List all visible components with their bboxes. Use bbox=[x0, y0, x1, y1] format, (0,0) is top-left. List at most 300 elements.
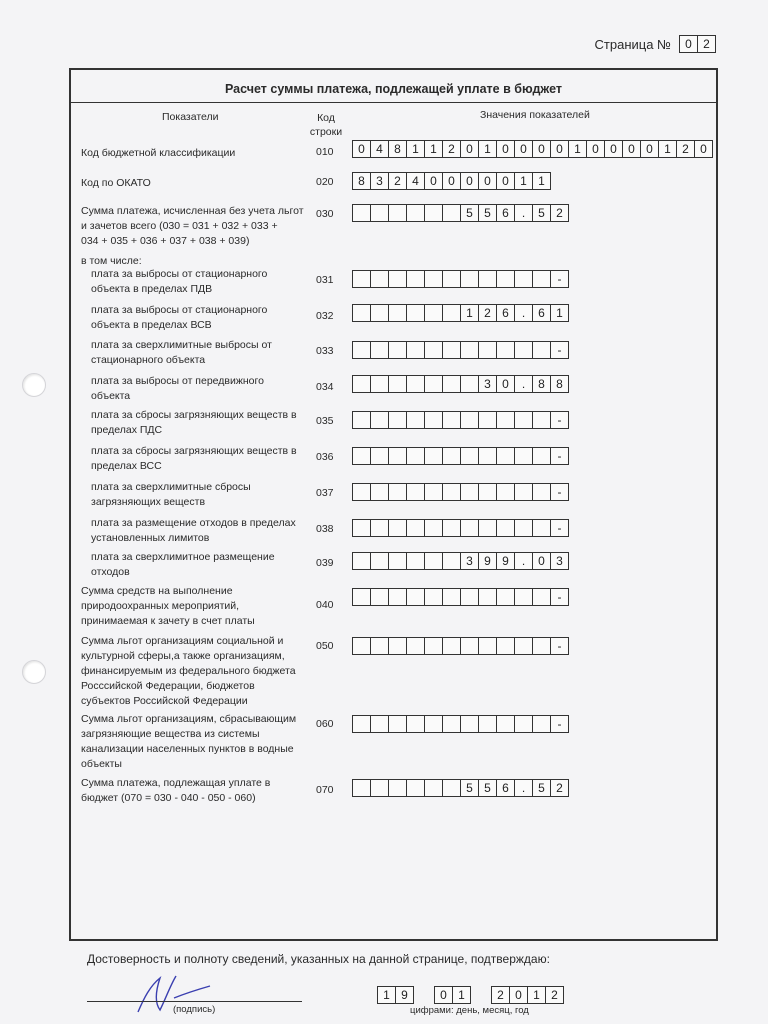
value-cell: 0 bbox=[460, 140, 479, 158]
value-cell bbox=[370, 204, 389, 222]
value-cell: 1 bbox=[406, 140, 425, 158]
value-cell: 2 bbox=[442, 140, 461, 158]
row-code: 030 bbox=[316, 208, 334, 220]
row-label-line: Код по ОКАТО bbox=[81, 177, 151, 189]
row-label-line: пределах ВСС bbox=[91, 460, 162, 472]
value-cell bbox=[370, 588, 389, 606]
value-cell bbox=[388, 447, 407, 465]
row-label-line: плата за сбросы загрязняющих веществ в bbox=[91, 409, 297, 421]
value-cell bbox=[406, 519, 425, 537]
value-cell: . bbox=[514, 375, 533, 393]
value-cell bbox=[370, 411, 389, 429]
value-cell: . bbox=[514, 304, 533, 322]
value-cell bbox=[370, 552, 389, 570]
page-number-label: Страница № bbox=[594, 36, 671, 52]
value-cell bbox=[406, 779, 425, 797]
column-header-values: Значения показателей bbox=[480, 109, 590, 121]
row-code: 039 bbox=[316, 557, 334, 569]
row-label bbox=[81, 584, 255, 629]
value-cell bbox=[424, 779, 443, 797]
value-cell bbox=[460, 411, 479, 429]
value-cell: 2 bbox=[478, 304, 497, 322]
value-cell: . bbox=[514, 552, 533, 570]
value-cell bbox=[532, 715, 551, 733]
date-cells bbox=[377, 986, 564, 1004]
value-cell bbox=[388, 637, 407, 655]
value-cell bbox=[478, 341, 497, 359]
row-label-line: плата за выбросы от стационарного bbox=[91, 268, 268, 280]
value-cell bbox=[370, 519, 389, 537]
row-label-line: бюджет (070 = 030 - 040 - 050 - 060) bbox=[81, 792, 256, 804]
row-value-cells bbox=[352, 304, 569, 322]
value-cell: 3 bbox=[370, 172, 389, 190]
row-label bbox=[81, 204, 304, 249]
value-cell: 0 bbox=[478, 172, 497, 190]
row-value-cells bbox=[352, 341, 569, 359]
value-cell bbox=[514, 447, 533, 465]
value-cell bbox=[514, 270, 533, 288]
binder-hole-bottom bbox=[22, 660, 46, 684]
value-cell bbox=[406, 204, 425, 222]
value-cell: 6 bbox=[532, 304, 551, 322]
value-cell: 0 bbox=[694, 140, 713, 158]
value-cell: 0 bbox=[604, 140, 623, 158]
value-cell: 1 bbox=[478, 140, 497, 158]
value-cell bbox=[388, 270, 407, 288]
row-value-cells bbox=[352, 637, 569, 655]
value-cell bbox=[496, 588, 515, 606]
row-value-cells bbox=[352, 204, 569, 222]
value-cell bbox=[424, 483, 443, 501]
value-cell: - bbox=[550, 447, 569, 465]
row-value-cells bbox=[352, 140, 713, 158]
row-label-line: стационарного объекта bbox=[91, 354, 206, 366]
row-code: 010 bbox=[316, 146, 334, 158]
value-cell bbox=[388, 715, 407, 733]
value-cell bbox=[478, 483, 497, 501]
value-cell bbox=[478, 411, 497, 429]
value-cell bbox=[442, 715, 461, 733]
row-label-line: отходов bbox=[91, 566, 130, 578]
value-cell: 0 bbox=[532, 140, 551, 158]
row-code: 070 bbox=[316, 784, 334, 796]
value-cell bbox=[478, 715, 497, 733]
value-cell bbox=[442, 204, 461, 222]
row-value-cells bbox=[352, 779, 569, 797]
page-number-digit: 2 bbox=[697, 35, 716, 53]
value-cell: - bbox=[550, 270, 569, 288]
value-cell bbox=[406, 411, 425, 429]
row-value-cells bbox=[352, 715, 569, 733]
value-cell bbox=[370, 779, 389, 797]
value-cell: - bbox=[550, 588, 569, 606]
date-digit: 9 bbox=[395, 986, 414, 1004]
value-cell: 0 bbox=[460, 172, 479, 190]
page-number-digit: 0 bbox=[679, 35, 698, 53]
row-code: 034 bbox=[316, 381, 334, 393]
value-cell bbox=[532, 519, 551, 537]
value-cell: 1 bbox=[658, 140, 677, 158]
row-label-line: и зачетов всего (030 = 031 + 032 + 033 + bbox=[81, 220, 278, 232]
value-cell bbox=[406, 341, 425, 359]
value-cell bbox=[370, 270, 389, 288]
row-value-cells bbox=[352, 552, 569, 570]
value-cell: 1 bbox=[550, 304, 569, 322]
value-cell bbox=[496, 447, 515, 465]
value-cell bbox=[496, 483, 515, 501]
value-cell: - bbox=[550, 637, 569, 655]
value-cell bbox=[406, 552, 425, 570]
value-cell bbox=[352, 588, 371, 606]
value-cell: 0 bbox=[496, 140, 515, 158]
value-cell bbox=[352, 447, 371, 465]
date-label: цифрами: день, месяц, год bbox=[410, 1005, 529, 1016]
row-label-line: канализации населенных пунктов в водные bbox=[81, 743, 294, 755]
row-label bbox=[81, 176, 151, 191]
value-cell bbox=[352, 552, 371, 570]
value-cell bbox=[442, 270, 461, 288]
value-cell bbox=[460, 637, 479, 655]
date-digit: 1 bbox=[452, 986, 471, 1004]
value-cell bbox=[424, 715, 443, 733]
value-cell: 5 bbox=[478, 204, 497, 222]
row-value-cells bbox=[352, 483, 569, 501]
value-cell bbox=[514, 637, 533, 655]
value-cell bbox=[352, 375, 371, 393]
value-cell: 4 bbox=[370, 140, 389, 158]
value-cell bbox=[514, 715, 533, 733]
row-label-line: объекта bbox=[91, 390, 131, 402]
value-cell bbox=[532, 341, 551, 359]
column-header-code bbox=[306, 111, 346, 139]
value-cell bbox=[496, 715, 515, 733]
row-label bbox=[91, 408, 297, 438]
date-year bbox=[491, 986, 564, 1004]
value-cell bbox=[406, 447, 425, 465]
value-cell bbox=[388, 519, 407, 537]
value-cell bbox=[442, 483, 461, 501]
date-digit: 1 bbox=[377, 986, 396, 1004]
value-cell: 2 bbox=[550, 204, 569, 222]
row-label-line: природоохранных мероприятий, bbox=[81, 600, 240, 612]
row-label bbox=[91, 516, 296, 546]
value-cell bbox=[388, 204, 407, 222]
row-label-line: загрязняющих веществ bbox=[91, 496, 206, 508]
value-cell: 3 bbox=[550, 552, 569, 570]
value-cell bbox=[352, 779, 371, 797]
value-cell bbox=[352, 270, 371, 288]
row-label-line: 034 + 035 + 036 + 037 + 038 + 039) bbox=[81, 235, 250, 247]
row-label-line: Сумма платежа, подлежащая уплате в bbox=[81, 777, 271, 789]
row-code: 060 bbox=[316, 718, 334, 730]
row-label-line: плата за сверхлимитные сбросы bbox=[91, 481, 251, 493]
value-cell: - bbox=[550, 483, 569, 501]
row-code: 040 bbox=[316, 599, 334, 611]
value-cell: 2 bbox=[388, 172, 407, 190]
value-cell bbox=[406, 637, 425, 655]
value-cell bbox=[442, 411, 461, 429]
value-cell bbox=[478, 588, 497, 606]
date-digit: 0 bbox=[509, 986, 528, 1004]
title-divider bbox=[71, 102, 716, 103]
row-value-cells bbox=[352, 588, 569, 606]
row-label-line: плата за выбросы от передвижного bbox=[91, 375, 264, 387]
value-cell bbox=[460, 519, 479, 537]
value-cell bbox=[388, 375, 407, 393]
value-cell bbox=[514, 483, 533, 501]
value-cell bbox=[352, 204, 371, 222]
row-label-line: плата за сверхлимитные выбросы от bbox=[91, 339, 272, 351]
value-cell: 8 bbox=[352, 172, 371, 190]
row-label-line: объекта в пределах ВСВ bbox=[91, 319, 212, 331]
value-cell bbox=[388, 411, 407, 429]
row-code: 038 bbox=[316, 523, 334, 535]
value-cell: 0 bbox=[352, 140, 371, 158]
value-cell bbox=[514, 588, 533, 606]
row-label bbox=[91, 444, 297, 474]
value-cell: 6 bbox=[496, 779, 515, 797]
value-cell: 2 bbox=[550, 779, 569, 797]
value-cell: 0 bbox=[442, 172, 461, 190]
value-cell: 8 bbox=[388, 140, 407, 158]
value-cell: 0 bbox=[586, 140, 605, 158]
row-label bbox=[91, 267, 267, 297]
value-cell: - bbox=[550, 519, 569, 537]
value-cell bbox=[424, 304, 443, 322]
value-cell: 9 bbox=[496, 552, 515, 570]
value-cell bbox=[460, 483, 479, 501]
date-digit: 2 bbox=[491, 986, 510, 1004]
row-value-cells bbox=[352, 411, 569, 429]
value-cell bbox=[442, 588, 461, 606]
value-cell bbox=[442, 447, 461, 465]
value-cell bbox=[514, 411, 533, 429]
value-cell: 0 bbox=[640, 140, 659, 158]
row-code: 037 bbox=[316, 487, 334, 499]
date-digit: 1 bbox=[527, 986, 546, 1004]
row-label bbox=[91, 550, 275, 580]
value-cell bbox=[442, 552, 461, 570]
signature-line bbox=[87, 1001, 302, 1002]
value-cell bbox=[352, 304, 371, 322]
value-cell bbox=[424, 204, 443, 222]
date-month bbox=[434, 986, 471, 1004]
column-header-code-line1: Код bbox=[317, 112, 335, 124]
value-cell bbox=[460, 588, 479, 606]
row-label-line: Код бюджетной классификации bbox=[81, 147, 236, 159]
value-cell bbox=[460, 447, 479, 465]
row-label-line: принимаемая к зачету в счет платы bbox=[81, 615, 255, 627]
value-cell bbox=[478, 637, 497, 655]
row-value-cells bbox=[352, 172, 551, 190]
value-cell: 5 bbox=[460, 779, 479, 797]
value-cell bbox=[514, 341, 533, 359]
value-cell bbox=[406, 483, 425, 501]
value-cell: . bbox=[514, 204, 533, 222]
value-cell: - bbox=[550, 341, 569, 359]
value-cell: 0 bbox=[532, 552, 551, 570]
value-cell: . bbox=[514, 779, 533, 797]
value-cell bbox=[478, 270, 497, 288]
value-cell: 3 bbox=[460, 552, 479, 570]
value-cell bbox=[406, 588, 425, 606]
row-label bbox=[81, 776, 270, 806]
value-cell bbox=[406, 304, 425, 322]
value-cell bbox=[496, 270, 515, 288]
value-cell bbox=[370, 715, 389, 733]
value-cell: 4 bbox=[406, 172, 425, 190]
row-label bbox=[91, 374, 264, 404]
page-number bbox=[595, 35, 716, 53]
value-cell: 6 bbox=[496, 304, 515, 322]
row-label bbox=[91, 480, 251, 510]
row-label bbox=[81, 712, 296, 772]
row-label-line: в том числе: bbox=[81, 255, 142, 267]
row-code: 050 bbox=[316, 640, 334, 652]
value-cell: 5 bbox=[532, 779, 551, 797]
value-cell bbox=[352, 715, 371, 733]
value-cell bbox=[460, 270, 479, 288]
value-cell: 8 bbox=[550, 375, 569, 393]
value-cell: 0 bbox=[514, 140, 533, 158]
value-cell: 2 bbox=[676, 140, 695, 158]
row-label-line: плата за сбросы загрязняющих веществ в bbox=[91, 445, 297, 457]
value-cell: - bbox=[550, 715, 569, 733]
row-code: 032 bbox=[316, 310, 334, 322]
value-cell bbox=[532, 637, 551, 655]
value-cell bbox=[370, 637, 389, 655]
value-cell bbox=[478, 519, 497, 537]
date-day bbox=[377, 986, 414, 1004]
value-cell: 3 bbox=[478, 375, 497, 393]
value-cell: 0 bbox=[550, 140, 569, 158]
value-cell bbox=[424, 519, 443, 537]
value-cell: 8 bbox=[532, 375, 551, 393]
column-header-indicators: Показатели bbox=[162, 111, 219, 123]
value-cell bbox=[388, 304, 407, 322]
value-cell: 9 bbox=[478, 552, 497, 570]
value-cell bbox=[352, 411, 371, 429]
row-label-line: культурной сферы,а также организациям, bbox=[81, 650, 285, 662]
value-cell bbox=[496, 519, 515, 537]
value-cell bbox=[442, 637, 461, 655]
row-code: 036 bbox=[316, 451, 334, 463]
value-cell bbox=[406, 375, 425, 393]
row-label-line: пределах ПДС bbox=[91, 424, 163, 436]
signature-label: (подпись) bbox=[173, 1004, 216, 1015]
row-code: 020 bbox=[316, 176, 334, 188]
row-label-line: объекты bbox=[81, 758, 122, 770]
page-number-cells bbox=[679, 35, 716, 53]
value-cell bbox=[424, 552, 443, 570]
value-cell bbox=[460, 341, 479, 359]
row-label bbox=[81, 634, 296, 709]
row-label-line: плата за выбросы от стационарного bbox=[91, 304, 268, 316]
value-cell bbox=[352, 341, 371, 359]
value-cell bbox=[532, 411, 551, 429]
row-label-line: плата за сверхлимитное размещение bbox=[91, 551, 275, 563]
row-label-line: Сумма средств на выполнение bbox=[81, 585, 233, 597]
value-cell bbox=[424, 375, 443, 393]
confirm-text: Достоверность и полноту сведений, указанных на данной странице, подтверждаю: bbox=[87, 952, 550, 966]
value-cell: 6 bbox=[496, 204, 515, 222]
value-cell bbox=[406, 715, 425, 733]
value-cell: 5 bbox=[478, 779, 497, 797]
value-cell: 1 bbox=[514, 172, 533, 190]
value-cell: 1 bbox=[424, 140, 443, 158]
row-label bbox=[91, 338, 272, 368]
row-label-line: загрязняющие вещества из системы bbox=[81, 728, 260, 740]
row-code: 031 bbox=[316, 274, 334, 286]
value-cell: 0 bbox=[622, 140, 641, 158]
value-cell: 5 bbox=[460, 204, 479, 222]
row-label-line: Сумма льгот организациям, сбрасывающим bbox=[81, 713, 297, 725]
value-cell bbox=[370, 447, 389, 465]
value-cell bbox=[370, 341, 389, 359]
value-cell: 0 bbox=[496, 172, 515, 190]
value-cell bbox=[442, 779, 461, 797]
row-label-line: объекта в пределах ПДВ bbox=[91, 283, 213, 295]
column-header-code-line2: строки bbox=[309, 126, 343, 138]
value-cell: 0 bbox=[424, 172, 443, 190]
value-cell bbox=[460, 715, 479, 733]
row-label-line: финансируемым из федерального бюджета bbox=[81, 665, 296, 677]
value-cell bbox=[370, 304, 389, 322]
row-label bbox=[81, 146, 235, 161]
value-cell: 5 bbox=[532, 204, 551, 222]
value-cell bbox=[424, 341, 443, 359]
date-digit: 2 bbox=[545, 986, 564, 1004]
row-value-cells bbox=[352, 519, 569, 537]
value-cell: - bbox=[550, 411, 569, 429]
value-cell: 0 bbox=[496, 375, 515, 393]
value-cell bbox=[370, 483, 389, 501]
value-cell bbox=[388, 552, 407, 570]
row-label-line: Сумма льгот организациям социальной и bbox=[81, 635, 284, 647]
value-cell bbox=[352, 483, 371, 501]
value-cell bbox=[532, 447, 551, 465]
row-value-cells bbox=[352, 270, 569, 288]
value-cell bbox=[442, 341, 461, 359]
value-cell bbox=[424, 270, 443, 288]
value-cell bbox=[424, 411, 443, 429]
row-value-cells bbox=[352, 375, 569, 393]
value-cell bbox=[460, 375, 479, 393]
value-cell bbox=[352, 519, 371, 537]
value-cell bbox=[388, 779, 407, 797]
value-cell bbox=[370, 375, 389, 393]
value-cell bbox=[496, 411, 515, 429]
value-cell bbox=[406, 270, 425, 288]
value-cell bbox=[442, 375, 461, 393]
value-cell bbox=[532, 270, 551, 288]
row-label-line: Росссийской Федерации, бюджетов bbox=[81, 680, 255, 692]
value-cell bbox=[424, 447, 443, 465]
value-cell bbox=[496, 637, 515, 655]
form-title: Расчет суммы платежа, подлежащей уплате в бюджет bbox=[224, 82, 563, 96]
value-cell bbox=[352, 637, 371, 655]
binder-hole-top bbox=[22, 373, 46, 397]
value-cell bbox=[424, 637, 443, 655]
value-cell: 1 bbox=[460, 304, 479, 322]
value-cell bbox=[424, 588, 443, 606]
value-cell bbox=[532, 483, 551, 501]
row-label-line: Сумма платежа, исчисленная без учета льгот bbox=[81, 205, 304, 217]
date-digit: 0 bbox=[434, 986, 453, 1004]
value-cell: 1 bbox=[568, 140, 587, 158]
row-code: 035 bbox=[316, 415, 334, 427]
row-code: 033 bbox=[316, 345, 334, 357]
